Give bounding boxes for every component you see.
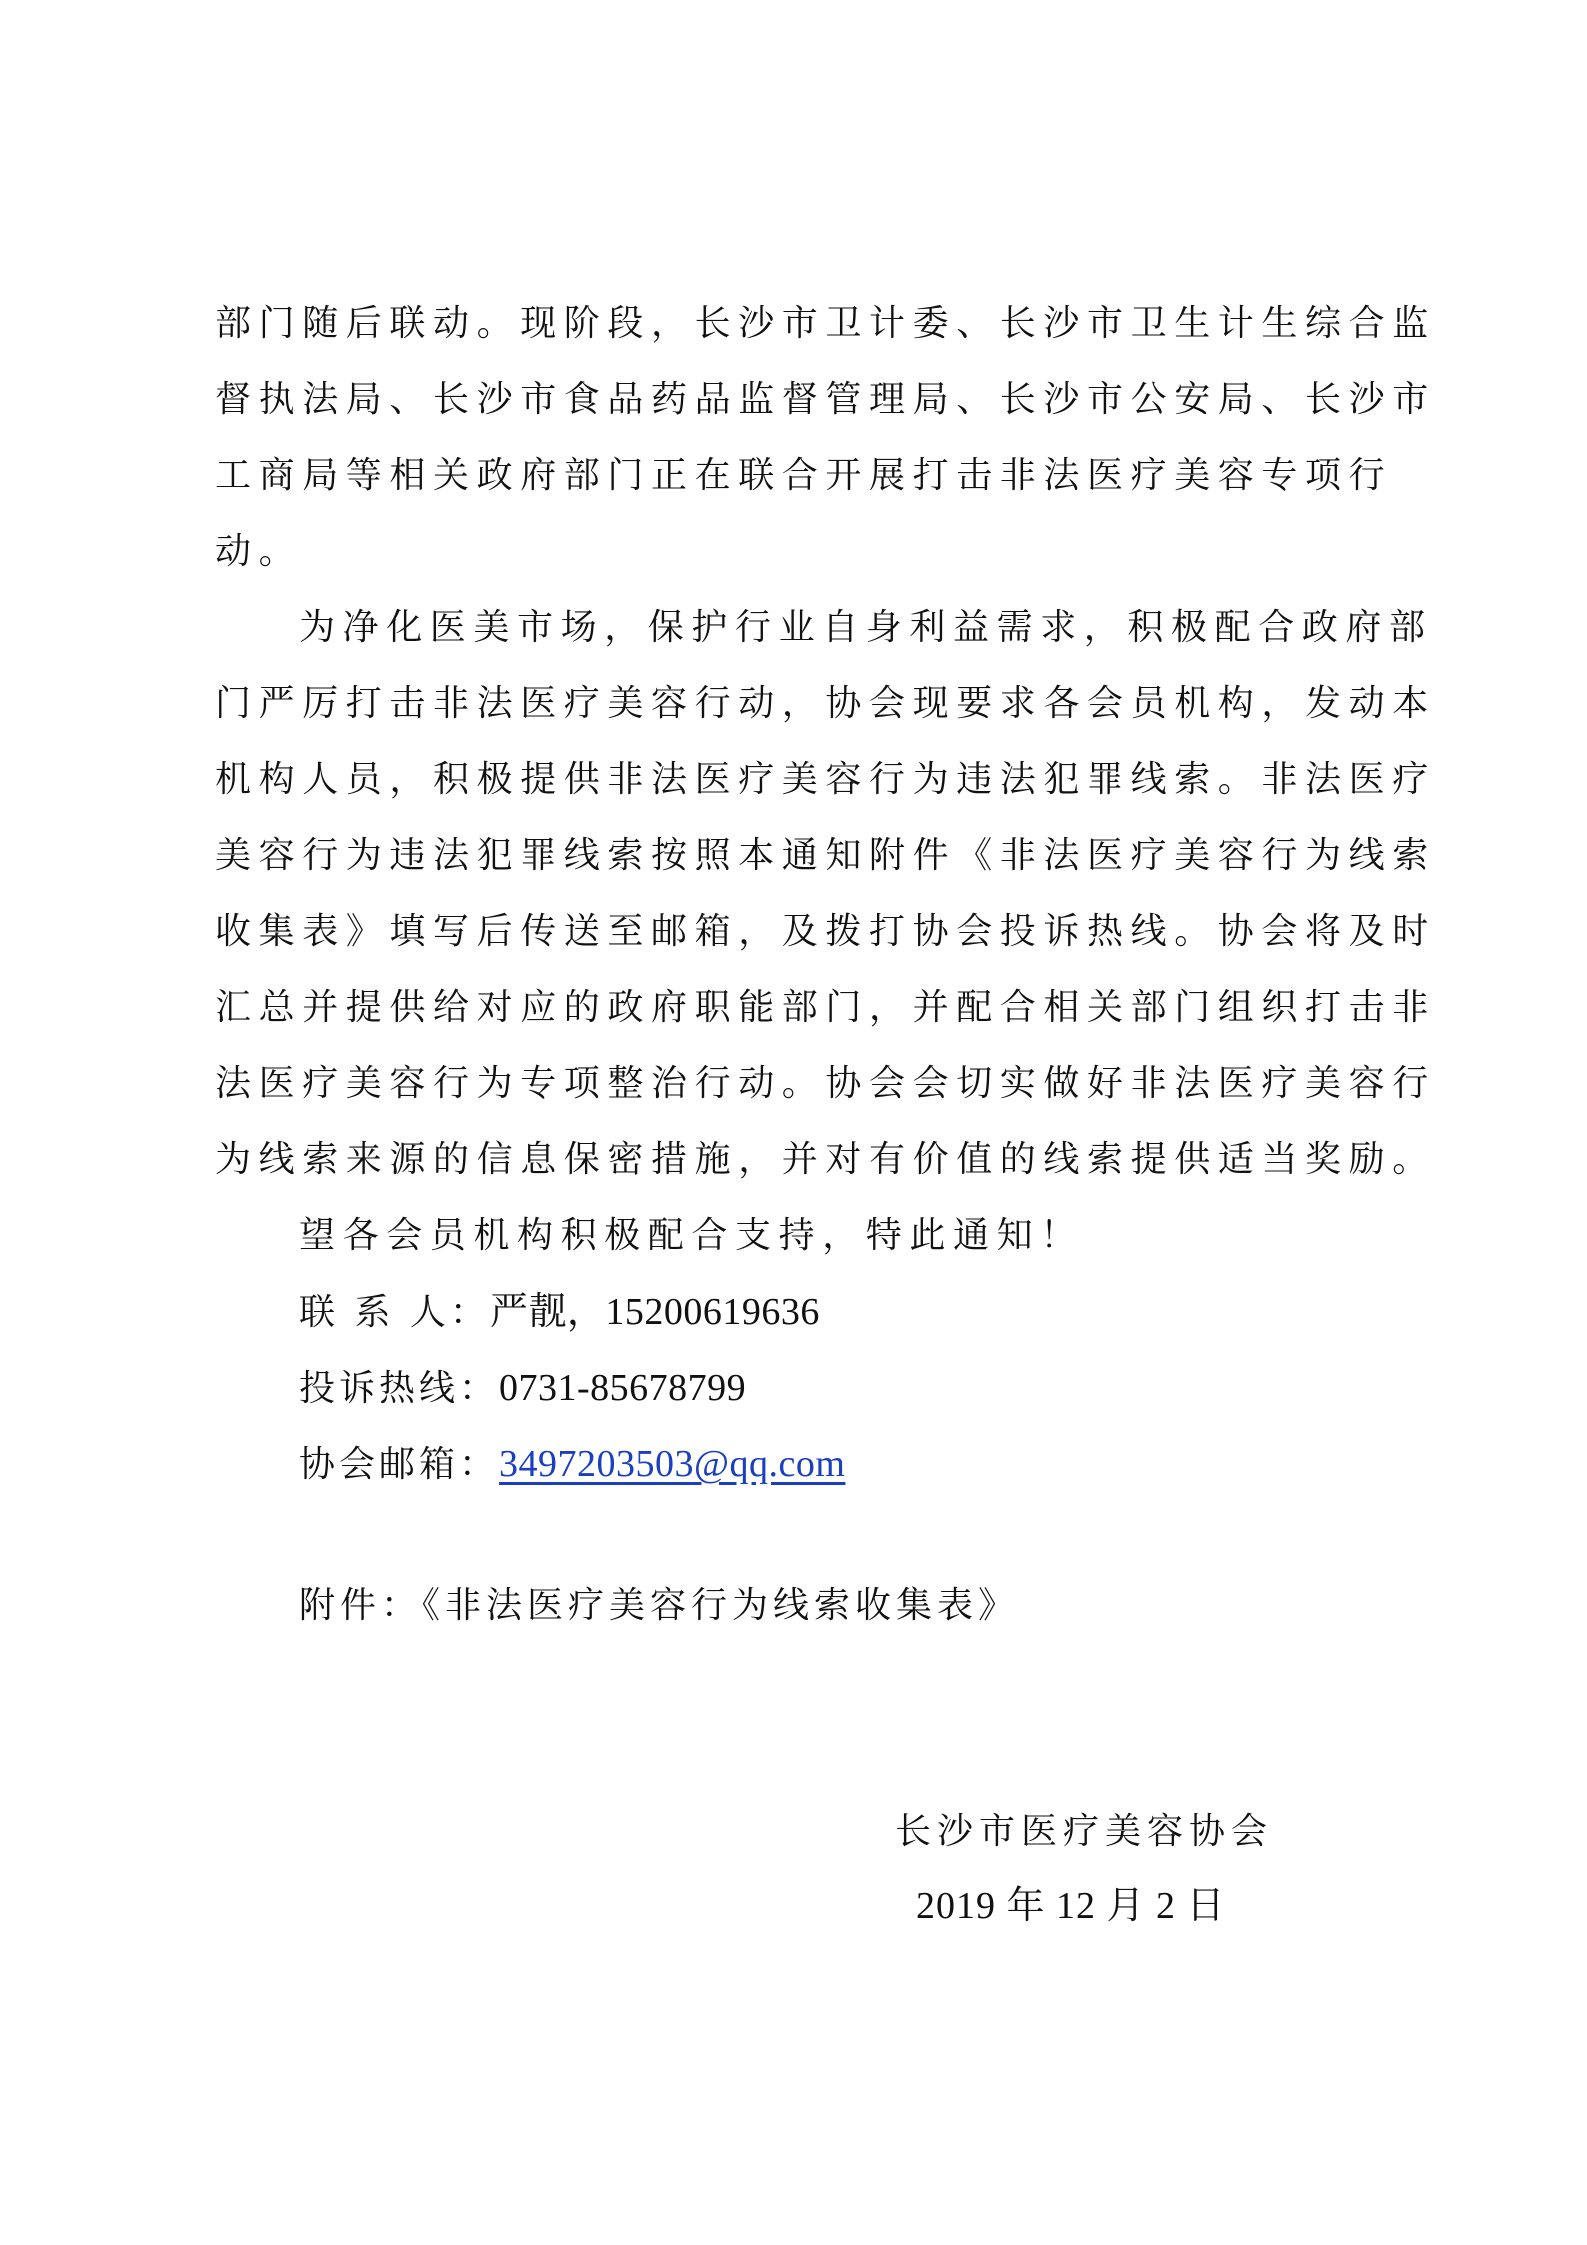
paragraph-line: 收集表》填写后传送至邮箱，及拨打协会投诉热线。协会将及时	[215, 911, 1436, 952]
hotline-label: 投诉热线：	[299, 1368, 500, 1409]
email-label: 协会邮箱：	[299, 1444, 500, 1485]
contact-person-value: 严靓，15200619636	[489, 1291, 820, 1333]
complaint-hotline	[299, 1366, 1479, 1411]
paragraph-line: 为线索来源的信息保密措施，并对有价值的线索提供适当奖励。	[215, 1139, 1436, 1180]
paragraph-line: 门严厉打击非法医疗美容行动，协会现要求各会员机构，发动本	[215, 683, 1436, 724]
association-email	[299, 1442, 1479, 1487]
paragraph-line: 法医疗美容行为专项整治行动。协会会切实做好非法医疗美容行	[215, 1063, 1436, 1104]
contact-person	[299, 1290, 1479, 1335]
paragraph-line: 督执法局、长沙市食品药品监督管理局、长沙市公安局、长沙市	[215, 379, 1436, 420]
email-link[interactable]: 3497203503@qq.com	[499, 1443, 846, 1485]
hotline-value: 0731-85678799	[499, 1367, 747, 1409]
attachment-line: 附件：《非法医疗美容行为线索收集表》	[299, 1585, 1020, 1626]
signature-organization: 长沙市医疗美容协会	[895, 1811, 1274, 1852]
contact-person-label: 联 系 人：	[299, 1292, 490, 1333]
closing-line: 望各会员机构积极配合支持，特此通知！	[299, 1215, 1084, 1256]
paragraph-line: 部门随后联动。现阶段，长沙市卫计委、长沙市卫生计生综合监	[215, 303, 1436, 344]
paragraph-line: 机构人员，积极提供非法医疗美容行为违法犯罪线索。非法医疗	[215, 759, 1436, 800]
paragraph-line: 动。	[215, 531, 303, 572]
paragraph-line: 美容行为违法犯罪线索按照本通知附件《非法医疗美容行为线索	[215, 835, 1436, 876]
paragraph-line: 工商局等相关政府部门正在联合开展打击非法医疗美容专项行	[215, 455, 1393, 496]
paragraph-line: 汇总并提供给对应的政府职能部门，并配合相关部门组织打击非	[215, 987, 1436, 1028]
paragraph-line: 为净化医美市场，保护行业自身利益需求，积极配合政府部	[299, 607, 1433, 648]
signature-date: 2019 年 12 月 2 日	[916, 1885, 1226, 1927]
